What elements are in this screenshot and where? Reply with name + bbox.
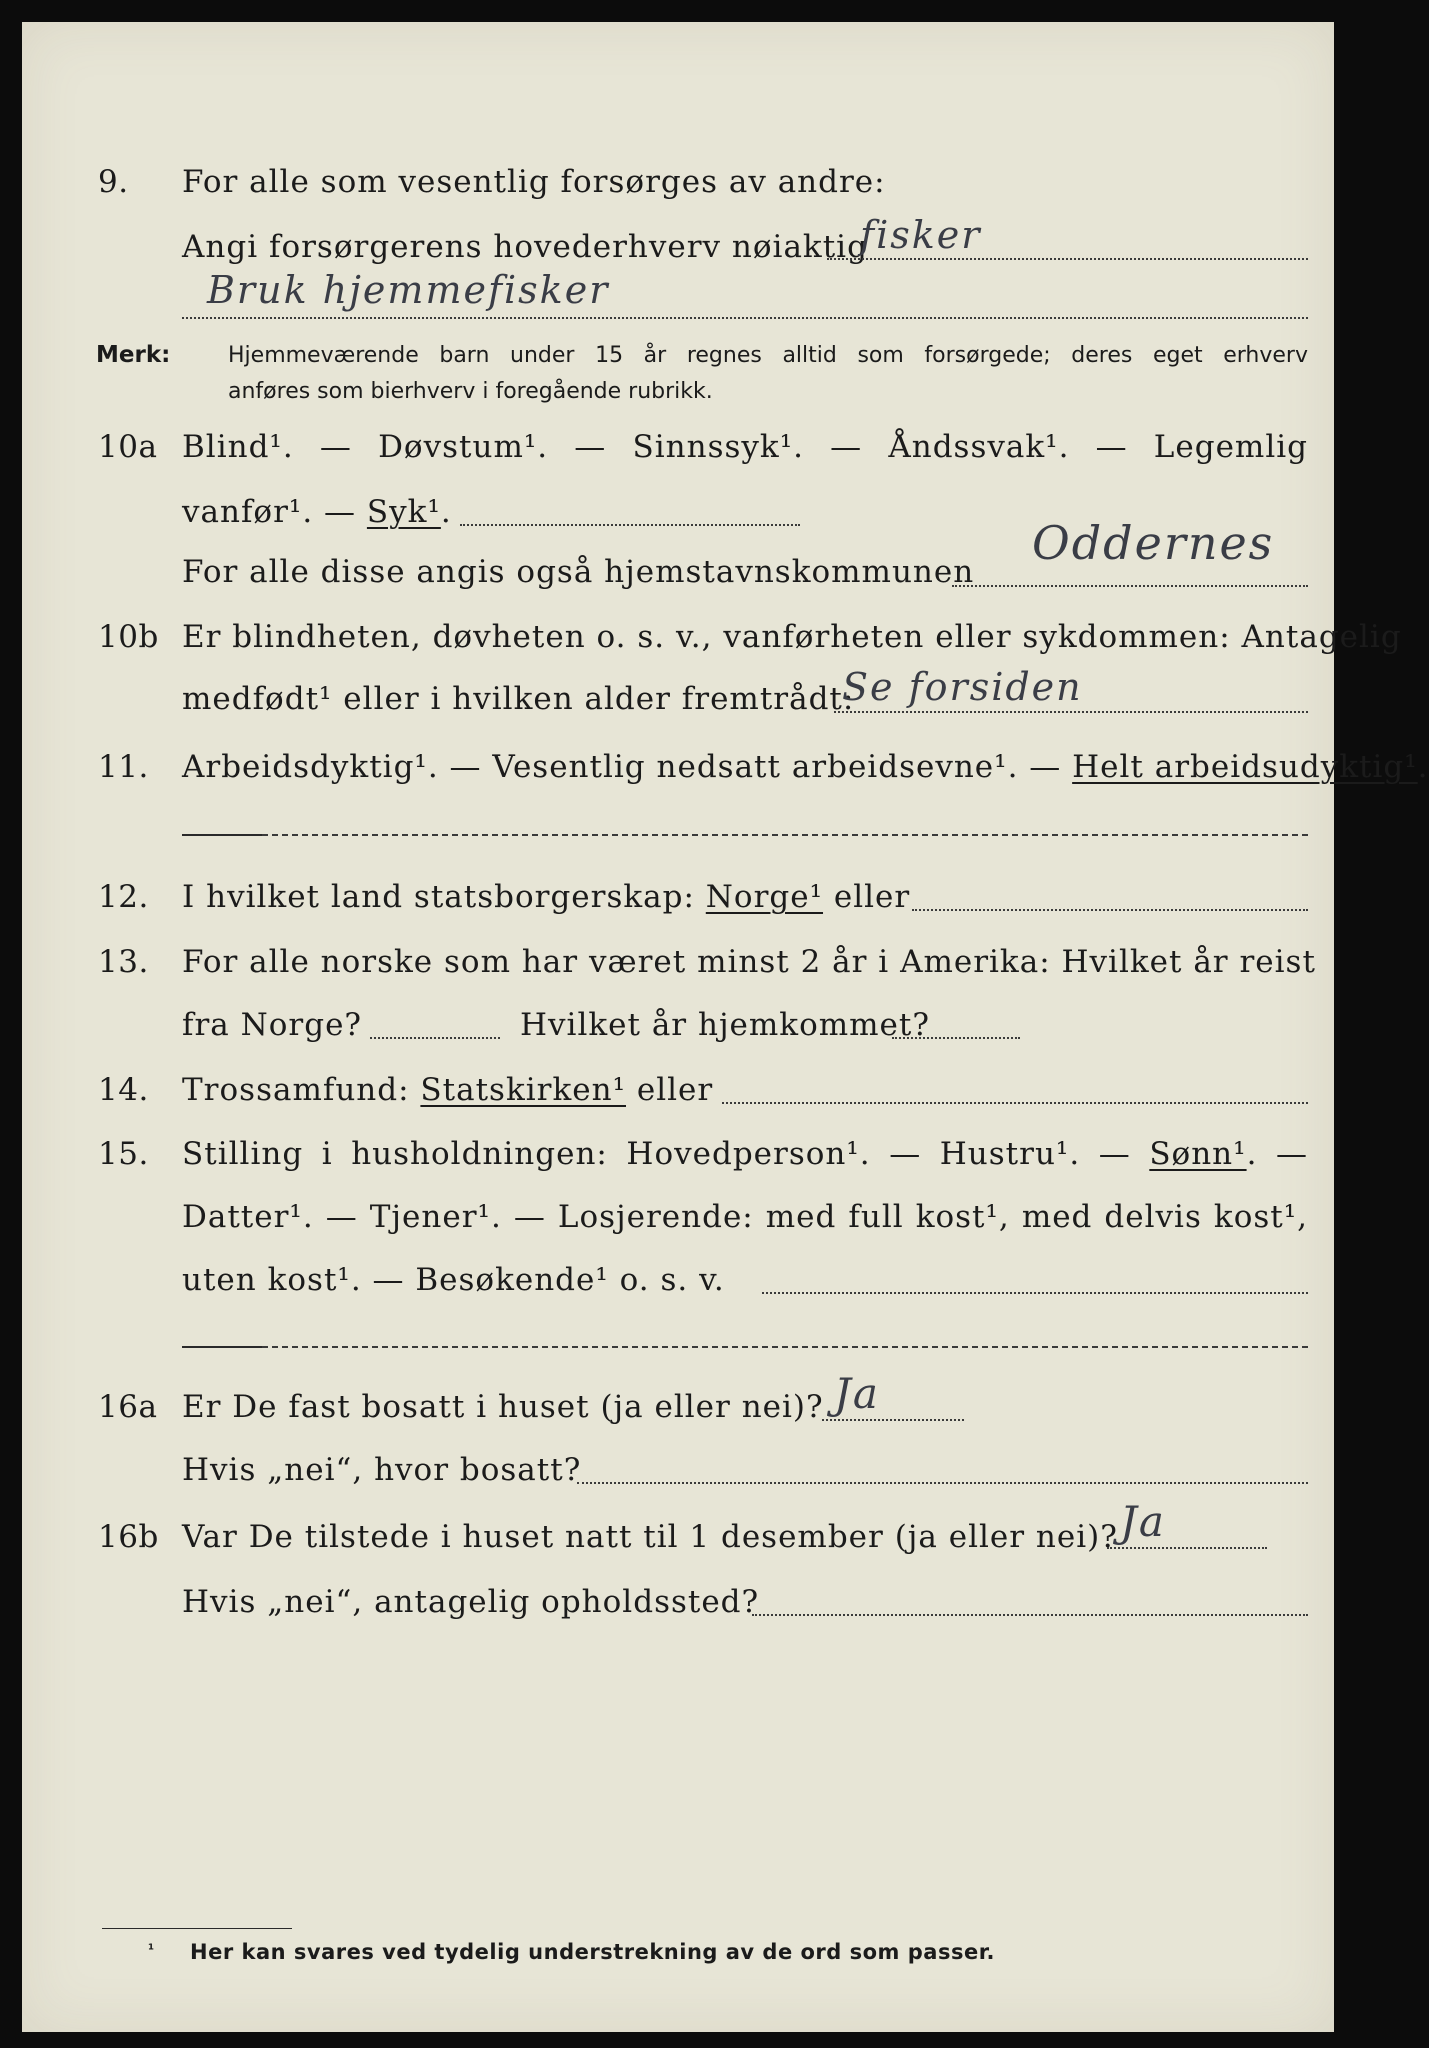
answer-line <box>262 1346 1308 1348</box>
answer-line <box>752 1614 1308 1616</box>
question-number: 10a <box>98 429 158 465</box>
question-13 <box>22 942 1334 1002</box>
question-15-line3 <box>22 1260 1334 1320</box>
merk-label: Merk: <box>96 342 171 368</box>
question-text-b: Hvilket år hjemkommet? <box>520 1007 930 1043</box>
question-10b <box>22 617 1402 677</box>
answer-line <box>762 1292 1308 1294</box>
handwritten-answer: Se forsiden <box>842 665 1083 709</box>
question-number: 16b <box>98 1519 159 1555</box>
merk-text <box>228 338 1308 410</box>
question-number: 9. <box>98 164 129 200</box>
text-segment: Trossamfund: <box>182 1072 421 1108</box>
question-10a-line3 <box>22 516 1334 612</box>
question-text <box>182 1070 713 1110</box>
answer-line <box>577 1482 1308 1484</box>
question-16b-line2 <box>22 1582 1334 1642</box>
question-number: 11. <box>98 749 149 785</box>
question-text: Hvis „nei“, hvor bosatt? <box>182 1452 582 1488</box>
answer-line <box>1107 1547 1267 1549</box>
question-16b <box>22 1497 1334 1577</box>
handwritten-answer: Ja <box>1120 1497 1166 1546</box>
question-15 <box>22 1134 1334 1194</box>
question-12 <box>22 877 1334 937</box>
text-segment: vanfør¹. — <box>182 494 367 530</box>
question-text: For alle disse angis også hjemstavnskommunen <box>182 554 975 590</box>
handwritten-answer: fisker <box>860 213 982 257</box>
text-segment: . — <box>1246 1136 1308 1172</box>
question-10a <box>22 427 1334 487</box>
merk-line-1: Hjemmeværende barn under 15 år regnes alltid som forsørgede; deres eget erhverv <box>228 343 1308 368</box>
question-text <box>182 1134 1308 1174</box>
question-number: 16a <box>98 1389 158 1425</box>
answer-line <box>182 317 1308 319</box>
question-13-line2 <box>22 1005 1334 1065</box>
question-text <box>182 747 1429 787</box>
answer-line <box>460 524 800 526</box>
text-segment: . <box>1417 749 1429 785</box>
answer-line <box>912 909 1308 911</box>
question-15-line2 <box>22 1197 1334 1257</box>
answer-line <box>834 711 1308 713</box>
question-text: For alle som vesentlig forsørges av andre: <box>182 164 886 200</box>
question-number: 15. <box>98 1136 149 1172</box>
merk-note <box>22 338 1334 418</box>
question-text <box>182 877 910 917</box>
question-9-line3 <box>22 268 1334 344</box>
text-segment: I hvilket land statsborgerskap: <box>182 879 706 915</box>
question-text: Er blindheten, døvheten o. s. v., vanførheten eller sykdommen: Antagelig <box>182 619 1402 655</box>
underlined-option-norge: Norge¹ <box>705 879 824 915</box>
question-text: uten kost¹. — Besøkende¹ o. s. v. <box>182 1262 725 1298</box>
text-segment: eller <box>626 1072 714 1108</box>
question-number: 14. <box>98 1072 149 1108</box>
question-16a <box>22 1369 1334 1447</box>
answer-line <box>370 1037 500 1039</box>
merk-line-2: anføres som bierhverv i foregående rubrikk. <box>228 379 713 404</box>
question-9 <box>22 162 1334 222</box>
question-text: Angi forsørgerens hovederhverv nøiaktig <box>182 229 868 265</box>
answer-line <box>822 1419 964 1421</box>
question-number: 10b <box>98 619 159 655</box>
answer-line-start <box>182 1346 262 1348</box>
underlined-option-sonn: Sønn¹ <box>1149 1136 1247 1172</box>
answer-line <box>892 1037 1020 1039</box>
handwritten-answer: Oddernes <box>1032 516 1275 570</box>
answer-line <box>722 1102 1308 1104</box>
question-text: Hvis „nei“, antagelig opholdssted? <box>182 1584 760 1620</box>
underlined-option-helt-arbeidsudyktig: Helt arbeidsudyktig¹ <box>1072 749 1418 785</box>
question-text <box>182 492 452 532</box>
underlined-option-syk: Syk¹ <box>366 494 441 530</box>
question-text-a: fra Norge? <box>182 1007 363 1043</box>
footnote-separator <box>102 1928 292 1929</box>
answer-line <box>827 258 1308 260</box>
question-number: 13. <box>98 944 149 980</box>
handwritten-answer: Ja <box>834 1369 880 1418</box>
question-text: medfødt¹ eller i hvilken alder fremtrådt: <box>182 681 855 717</box>
question-text: Er De fast bosatt i huset (ja eller nei)? <box>182 1389 824 1425</box>
question-10b-line2 <box>22 665 1334 739</box>
footnote-marker: ¹ <box>148 1942 155 1958</box>
answer-line <box>262 834 1308 836</box>
question-text: Datter¹. — Tjener¹. — Losjerende: med full kost¹, med delvis kost¹, <box>182 1199 1308 1235</box>
question-text: Var De tilstede i huset natt til 1 desember (ja eller nei)? <box>182 1519 1118 1555</box>
text-segment: Stilling i husholdningen: Hovedperson¹. — Hustru¹. — <box>182 1136 1150 1172</box>
footnote-text: Her kan svares ved tydelig understrekning av de ord som passer. <box>190 1940 996 1964</box>
census-form-page <box>22 22 1429 2032</box>
text-segment: eller <box>823 879 911 915</box>
question-text: Blind¹. — Døvstum¹. — Sinnssyk¹. — Åndssvak¹. — Legemlig <box>182 429 1308 465</box>
underlined-option-statskirken: Statskirken¹ <box>420 1072 626 1108</box>
question-11 <box>22 747 1429 807</box>
handwritten-answer: Bruk hjemmefisker <box>207 268 610 312</box>
answer-line-start <box>182 834 262 836</box>
question-text: For alle norske som har været minst 2 år i Amerika: Hvilket år reist <box>182 944 1316 980</box>
text-segment: . <box>440 494 452 530</box>
answer-line <box>952 585 1308 587</box>
question-14 <box>22 1070 1334 1130</box>
text-segment: Arbeidsdyktig¹. — Vesentlig nedsatt arbeidsevne¹. — <box>182 749 1073 785</box>
question-number: 12. <box>98 879 149 915</box>
